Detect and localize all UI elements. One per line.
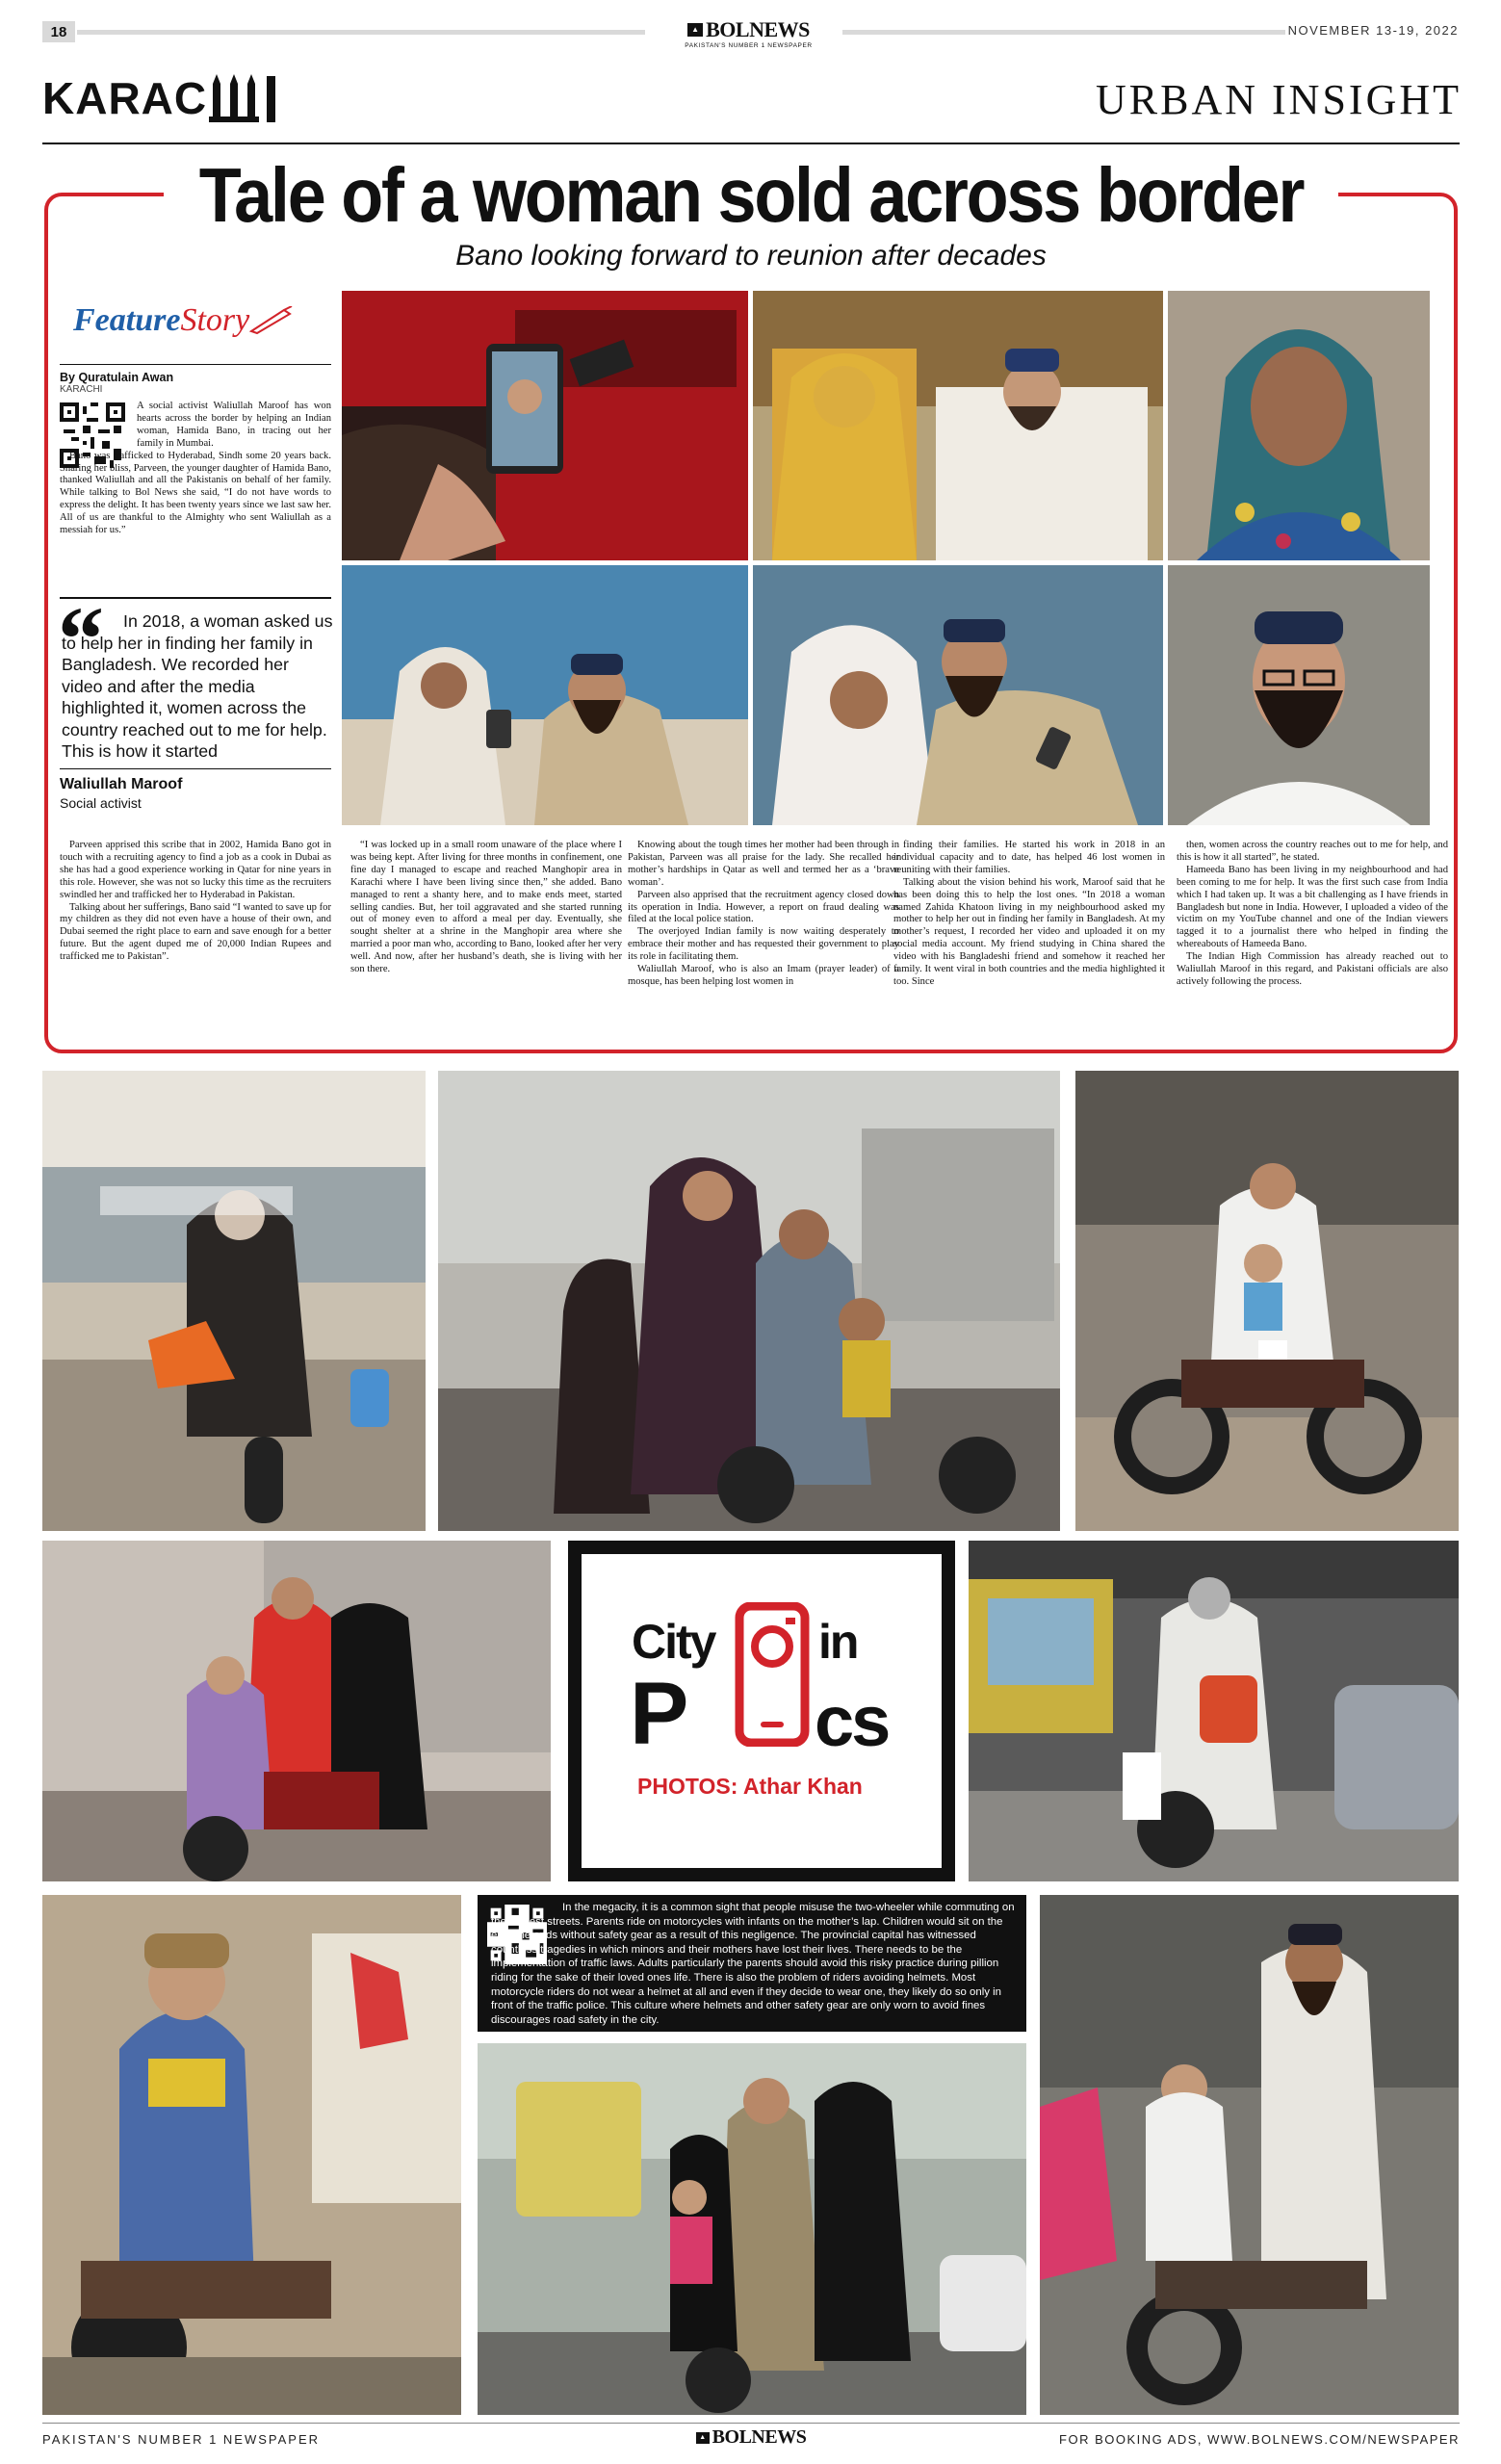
word-p: P xyxy=(630,1665,689,1763)
caption-text: In the megacity, it is a common sight that people misuse the two-wheeler while commuting on the busiest streets. Parents ride on motorcycles with infants on the mother’s lap. Children would sit on the extreme ends without safety gear as a result of this negligence. The provincial capital has witnessed countless tragedies in which minors and their mothers have lost their lives. There needs to be the implementation of traffic laws. Adults particularly the parents should avoid this risky practice during pillion riding for the sake of their loved ones life. There is also the problem of riders avoiding helmets. Most motorcycle riders do not wear a helmet at all and even if they decide to wear one, they likely do so only in front of the traffic police. This culture where helmets and other safety gear are only worn to avoid fines discourages road safety in the city. xyxy=(491,1902,1015,2026)
masthead-tagline: PAKISTAN'S NUMBER 1 NEWSPAPER xyxy=(685,42,813,49)
body-col-5-para-3: The Indian High Commission has already reached out to Waliullah Maroof in this regard, and Pakistani officials are also actively following the process. xyxy=(1177,951,1448,987)
page-number: 18 xyxy=(42,21,75,42)
body-col-3-para-3: The overjoyed Indian family is now waiting desperately to embrace their mother and has requested their government to play its role in facilitating them. xyxy=(628,926,899,963)
intro-para-2: Bano was trafficked to Hyderabad, Sindh some 20 years back. Sharing her bliss, Parveen, the younger daughter of Hamida Bano, thanked Waliullah and all the Pakistanis on behalf of her family. While talking to Bol News she said, “I do not have words to express the delight. It has been twenty years since we last saw her. All of us are thankful to the Almighty who sent Waliullah as a messiah for us.” xyxy=(60,450,331,536)
quote-name: Waliullah Maroof xyxy=(60,776,183,792)
footer-logo xyxy=(674,2426,828,2449)
body-col-4 xyxy=(893,840,1165,989)
feature-story-label xyxy=(73,297,333,345)
headline: Tale of a woman sold across border xyxy=(198,152,1304,238)
photo-woman-with-child-on-bike xyxy=(42,1071,426,1531)
word-in: in xyxy=(818,1615,858,1669)
section-urban-insight: URBAN INSIGHT xyxy=(1096,76,1462,123)
body-col-2-para-1: “I was locked up in a small room unaware of the place where I was being kept. After living for three months in confinement, one fine day I managed to escape and reached Manghopir area in Karachi where I have been living since then,” she added. Bano managed to rent a shanty here, and to make ends meet, started selling candies. But, her toil aggravated and she started running out of money even to afford a meal per day. Eventually, she sought shelter at a shrine in the Manghopir area where she married a poor man who, according to Bano, looked after her very well. And now, after her husband’s death, she is living with her son there. xyxy=(350,840,622,975)
body-col-2 xyxy=(350,840,622,976)
photo-waliullah-maroof-portrait xyxy=(1168,565,1430,825)
masthead xyxy=(664,17,833,65)
issue-date: NOVEMBER 13-19, 2022 xyxy=(1287,23,1459,38)
photo-credit: PHOTOS: Athar Khan xyxy=(637,1774,863,1799)
body-col-1 xyxy=(60,840,331,964)
body-col-3 xyxy=(628,840,899,989)
photo-showing-video xyxy=(753,565,1163,825)
body-col-4-para-2: Talking about the vision behind his work, Maroof said that he has been doing this to help the lost ones. “In 2018 a woman named Zahida Khatoon living in my neighbourhood asked my mother to help her out in finding her family in Bangladesh. At my mother’s request, I recorded her video and uploaded it on my social media account. My friend studying in China shared the video with his Bangladeshi friend and somehow it reached her family. It went viral in both countries and the media highlighted it too. Since xyxy=(893,876,1165,987)
word-city: City xyxy=(632,1615,715,1669)
photo-phone-video-call xyxy=(342,291,748,560)
bol-mark-icon: ▲ xyxy=(687,23,703,37)
photo-child-on-motorcycle xyxy=(42,1895,461,2415)
photo-mother-and-activist xyxy=(753,291,1163,560)
body-col-3-para-4: Waliullah Maroof, who is also an Imam (prayer leader) of a mosque, has been helping lost women in xyxy=(628,964,899,987)
feature-word: Feature xyxy=(73,302,181,338)
intro-para-1: A social activist Waliullah Maroof has won hearts across the border by helping an Indian woman, Hamida Bano, in tracing out her family in Mumbai. xyxy=(137,401,331,449)
body-col-5-para-1: then, women across the country reaches out to me for help, and this is how it all started”, he stated. xyxy=(1177,840,1448,863)
photo-watching-phone xyxy=(342,565,748,825)
footer-rule xyxy=(42,2423,1460,2424)
body-col-4-para-1: finding their families. He started his work in 2018 in an individual capacity and to date, has helped 46 lost women in reuniting with their families. xyxy=(893,840,1165,875)
footer-right: FOR BOOKING ADS, WWW.BOLNEWS.COM/NEWSPAPER xyxy=(1059,2432,1460,2447)
body-col-1-para-2: Talking about her sufferings, Bano said “I wanted to save up for my children as they did not even have a house of their own, and Dubai seemed the right place to earn and save enough for a better future. But the agent duped me of 20,000 Indian Rupees and trafficked me to Pakistan”. xyxy=(60,901,331,963)
body-col-1-para-1: Parveen apprised this scribe that in 2002, Hamida Bano got in touch with a recruiting agency to find a job as a cook in Dubai as she has had a good experience working in Qatar for nine years in this role. However, she was not so lucky this time as the recruiters swindled her and trafficked her to Hyderabad in Pakistan. xyxy=(60,840,331,900)
section-left-text: KARAC xyxy=(42,73,208,123)
body-col-3-para-1: Knowing about the tough times her mother had been through in Pakistan, Parveen was all praise for the lady. She recalled her mother’s hardships in Qatar as well and termed her as a ‘brave woman’. xyxy=(628,840,899,888)
header-rule-left xyxy=(77,30,645,35)
footer-bol-mark-icon: ▲ xyxy=(696,2432,710,2444)
pull-quote: In 2018, a woman asked us to help her in finding her family in Bangladesh. We recorded her video and after the media highlighted it, women across the country reached out to me for help. This is how it started xyxy=(62,611,333,761)
byline: By Quratulain Awan xyxy=(60,371,174,384)
body-col-5-para-2: Hameeda Bano has been living in my neighbourhood and had been coming to me for help. It was the first such case from India which I had taken up. It was a bit challenging as I have friends in Bangladesh but none in India. However, I uploaded a video of the victim on my YouTube channel and one of the Indian viewers tagged it to a journalist there who helped in finding the whereabouts of Hameeda Bano. xyxy=(1177,864,1448,950)
subheadline: Bano looking forward to reunion after decades xyxy=(455,240,1047,272)
photo-hamida-bano-portrait xyxy=(1168,291,1430,560)
photo-elder-with-boy-on-bike xyxy=(1040,1895,1459,2415)
section-karachi xyxy=(42,71,288,125)
body-col-5 xyxy=(1177,840,1448,989)
pen-icon xyxy=(249,306,294,335)
masthead-logo: BOLNEWS xyxy=(706,17,810,41)
quote-mark-icon: “ xyxy=(58,587,104,690)
byline-rule xyxy=(60,364,331,365)
photo-siblings-on-bike xyxy=(42,1541,551,1881)
footer-logo-text: BOLNEWS xyxy=(712,2426,807,2448)
quote-title: Social activist xyxy=(60,795,142,811)
footer-left: PAKISTAN'S NUMBER 1 NEWSPAPER xyxy=(42,2432,321,2447)
story-word: Story xyxy=(180,302,250,338)
dateline: KARACHI xyxy=(60,384,103,395)
intro-text xyxy=(60,401,331,537)
word-cs: cs xyxy=(815,1681,889,1761)
header-rule-right xyxy=(842,30,1285,35)
header-bottom-rule xyxy=(42,143,1460,144)
photo-man-child-bike xyxy=(1075,1071,1459,1531)
minaret-icon xyxy=(209,74,288,122)
body-col-3-para-2: Parveen also apprised that the recruitment agency closed down its operation in India. However, a report on fraud dealing was filed at the local police station. xyxy=(628,889,899,925)
camera-phone-icon xyxy=(734,1602,811,1747)
photo-family-on-motorcycle xyxy=(438,1071,1060,1531)
photo-family-of-four-on-bike xyxy=(478,2043,1026,2415)
pullquote-rule-bottom xyxy=(60,768,331,769)
photo-rider-with-child-backpack xyxy=(969,1541,1459,1881)
city-in-pics-tile xyxy=(568,1541,955,1881)
